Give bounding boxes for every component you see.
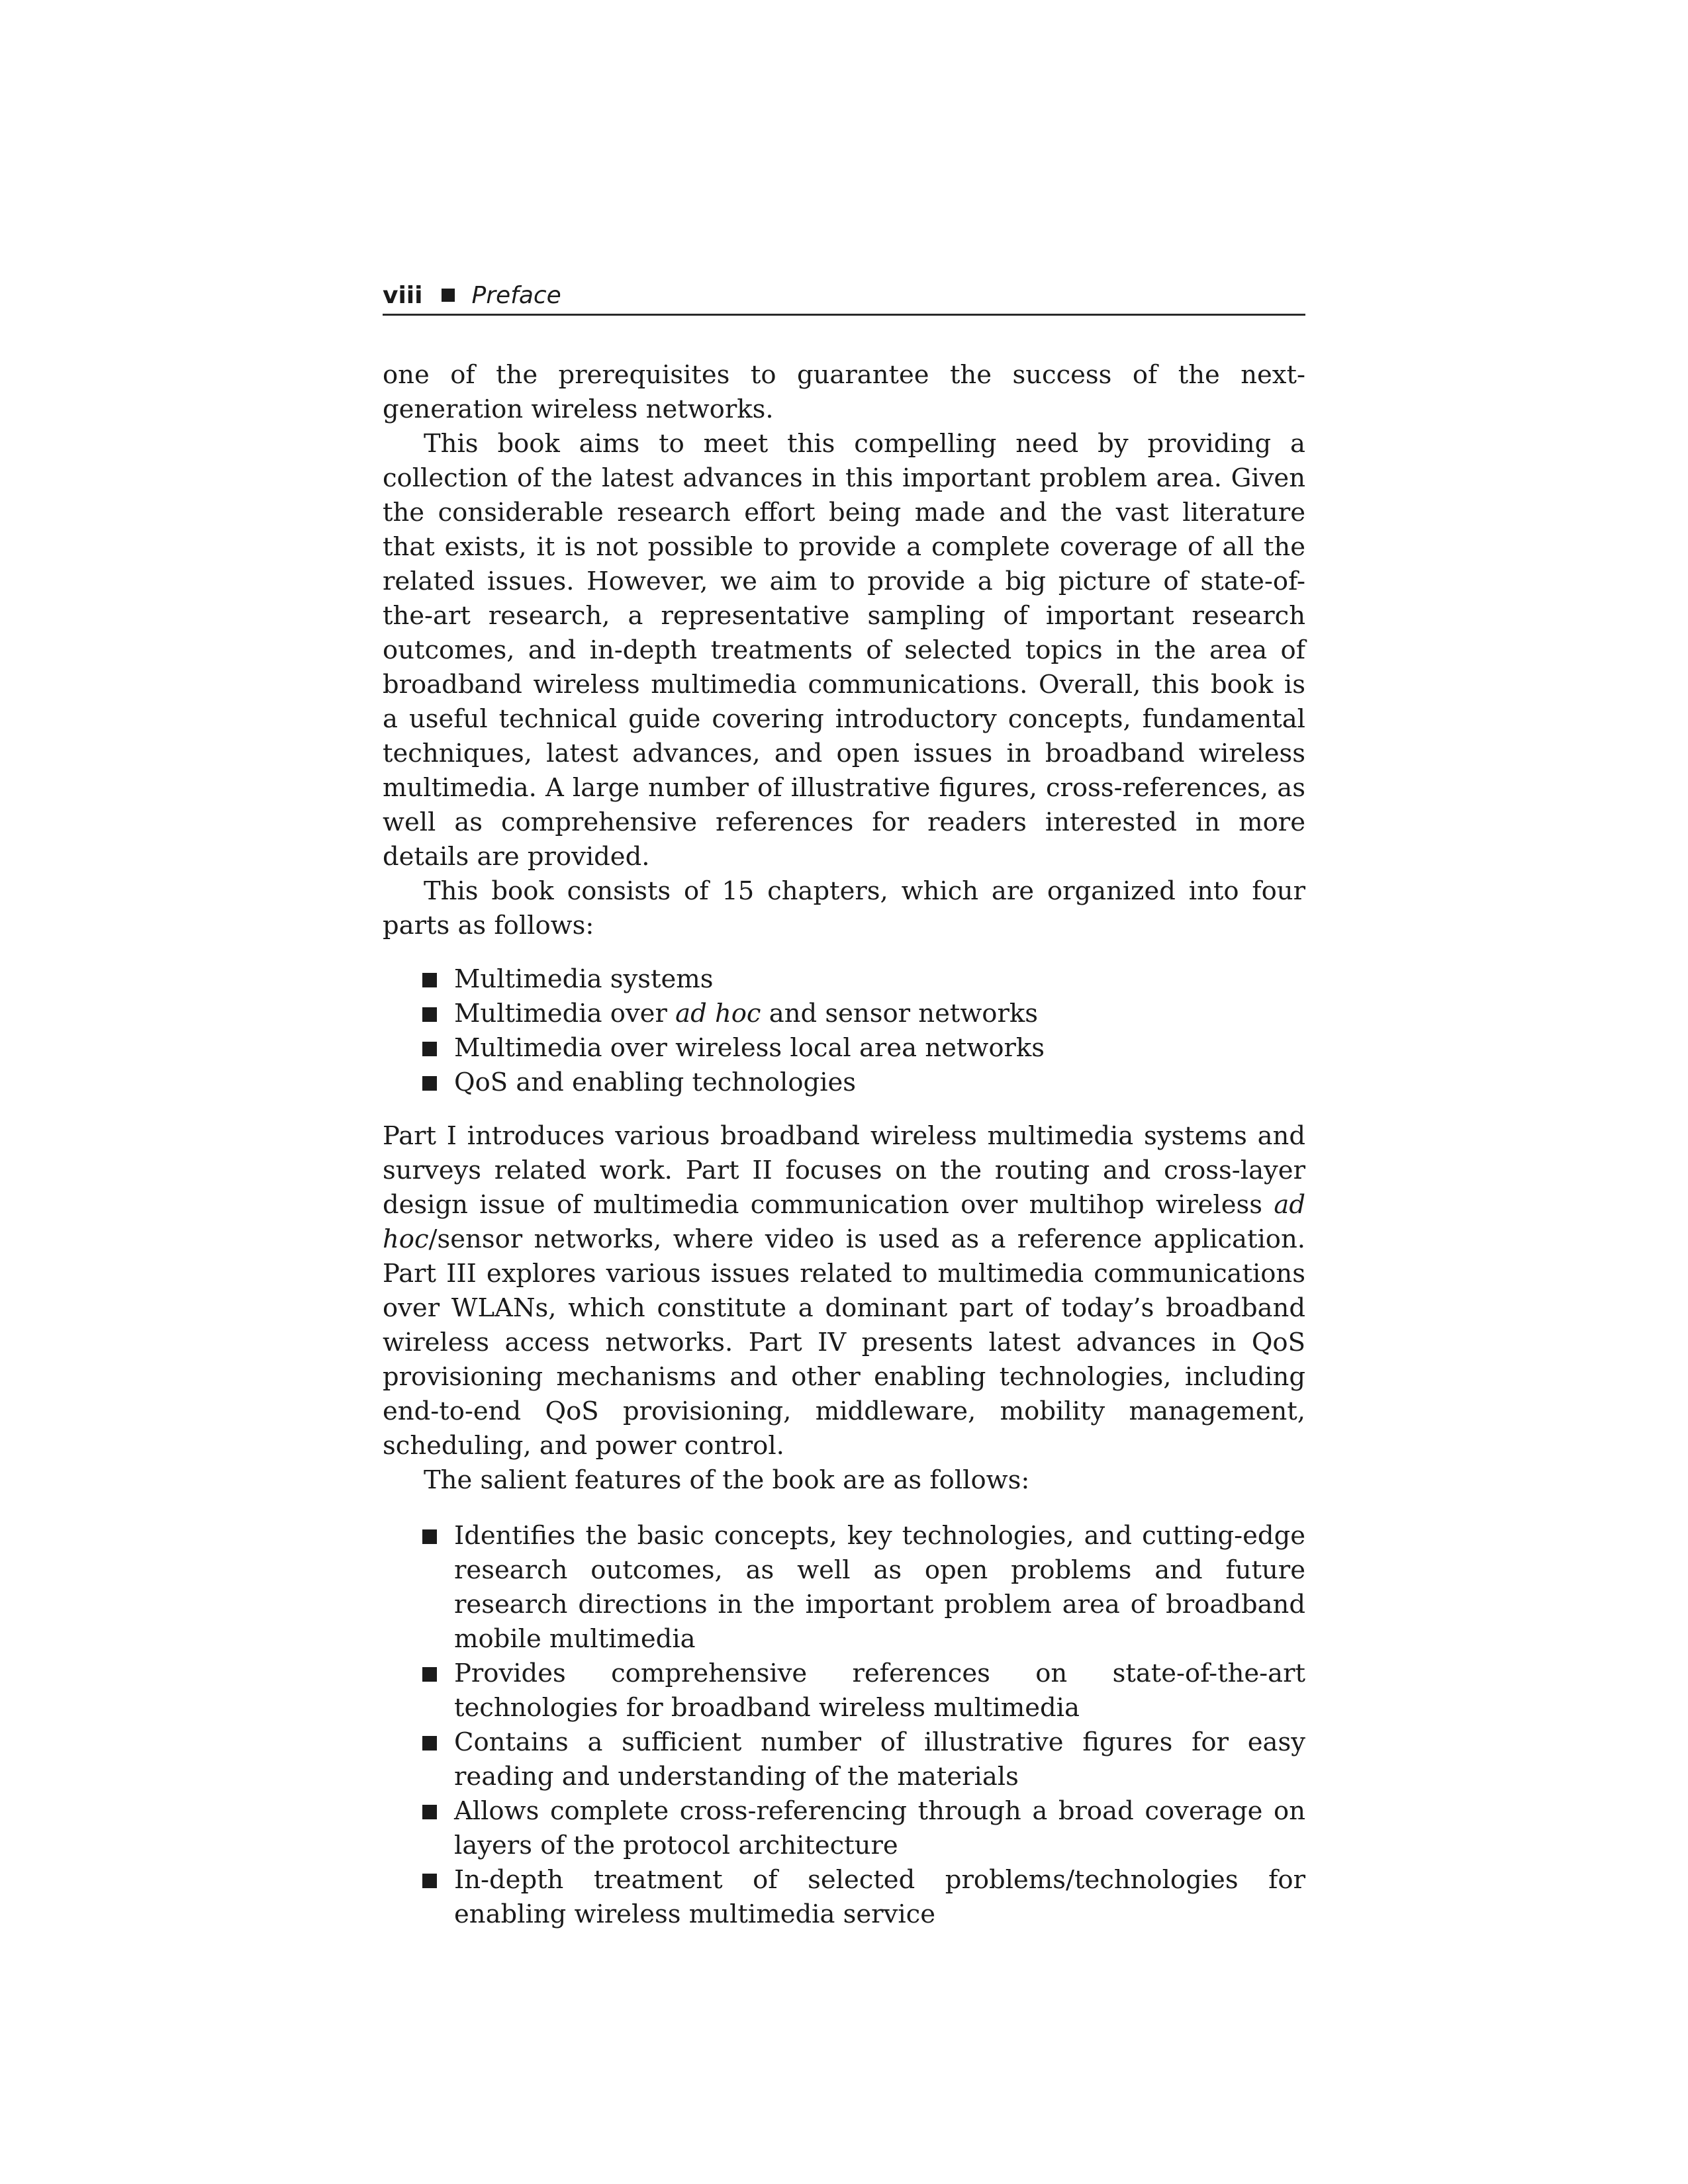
- list-item: [383, 997, 1305, 1031]
- book-page: [383, 278, 1305, 1932]
- list-item: [383, 1031, 1305, 1066]
- list-item: [383, 1657, 1305, 1725]
- page-number: viii: [383, 282, 423, 309]
- black-square-bullet-icon: [422, 1042, 437, 1056]
- page-body: [383, 358, 1305, 1932]
- black-square-bullet-icon: [422, 1667, 437, 1682]
- black-square-bullet-icon: [422, 1007, 437, 1022]
- parts-list: [383, 962, 1305, 1100]
- list-item-text: Identifies the basic concepts, key technologies, and cutting-edge research outcomes, as well as open problems and future research directions in the important problem area of broadband mobile multimedia: [454, 1521, 1305, 1654]
- black-square-bullet-icon: [422, 1529, 437, 1544]
- black-square-bullet-icon: [422, 1805, 437, 1819]
- paragraph-book-aims: This book aims to meet this compelling need by providing a collection of the latest advances in this important problem area. Given the considerable research effort being made and the vast literature that exists, it is not possible to provide a complete coverage of all the related issues. However, we aim to provide a big picture of state-of-the-art research, a representative sampling of important research outcomes, and in-depth treatments of selected topics in the area of broadband wireless multimedia communications. Overall, this book is a useful technical guide covering introductory concepts, fundamental techniques, latest advances, and open issues in broadband wireless multimedia. A large number of illustrative figures, cross-references, as well as comprehensive references for readers interested in more details are provided.: [383, 429, 1305, 872]
- list-item-text: Contains a sufficient number of illustrative figures for easy reading and understanding of the materials: [454, 1727, 1305, 1792]
- list-item-text: Multimedia over wireless local area networks: [454, 1033, 1045, 1063]
- black-square-bullet-icon: [422, 973, 437, 987]
- black-square-icon: [442, 289, 455, 302]
- italic-term: ad hoc: [675, 999, 761, 1028]
- running-header: [383, 278, 1305, 316]
- paragraph-continuation: one of the prerequisites to guarantee the success of the next-generation wireless networks.: [383, 360, 1305, 424]
- black-square-bullet-icon: [422, 1076, 437, 1091]
- list-item: [383, 1519, 1305, 1657]
- paragraph-parts-overview: Part I introduces various broadband wireless multimedia systems and surveys related work. Part II focuses on the routing and cross-layer design issue of multimedia communication over multihop wireless ad hoc/sensor networks, where video is used as a reference application. Part III explores various issues related to multimedia communications over WLANs, which constitute a dominant part of today’s broadband wireless access networks. Part IV presents latest advances in QoS provisioning mechanisms and other enabling technologies, including end-to-end QoS provisioning, middleware, mobility management, scheduling, and power control.: [383, 1121, 1305, 1461]
- list-item: [383, 1794, 1305, 1863]
- list-item-text: Provides comprehensive references on state-of-the-art technologies for broadband wireless multimedia: [454, 1659, 1305, 1723]
- black-square-bullet-icon: [422, 1736, 437, 1751]
- italic-term: ad hoc: [383, 1190, 1305, 1254]
- list-item: [383, 1725, 1305, 1794]
- list-item: [383, 962, 1305, 997]
- list-item-text: Multimedia over ad hoc and sensor networks: [454, 999, 1038, 1028]
- list-item: [383, 1066, 1305, 1100]
- list-item-text: In-depth treatment of selected problems/technologies for enabling wireless multimedia service: [454, 1865, 1305, 1929]
- list-item-text: Allows complete cross-referencing through a broad coverage on layers of the protocol architecture: [454, 1796, 1305, 1860]
- list-item: [383, 1863, 1305, 1932]
- paragraph-salient-features: The salient features of the book are as follows:: [424, 1465, 1030, 1495]
- running-title: Preface: [471, 282, 561, 309]
- list-item-text: QoS and enabling technologies: [454, 1068, 857, 1097]
- black-square-bullet-icon: [422, 1874, 437, 1888]
- paragraph-book-organization: This book consists of 15 chapters, which are organized into four parts as follows:: [383, 876, 1305, 940]
- features-list: [383, 1519, 1305, 1932]
- list-item-text: Multimedia systems: [454, 964, 714, 994]
